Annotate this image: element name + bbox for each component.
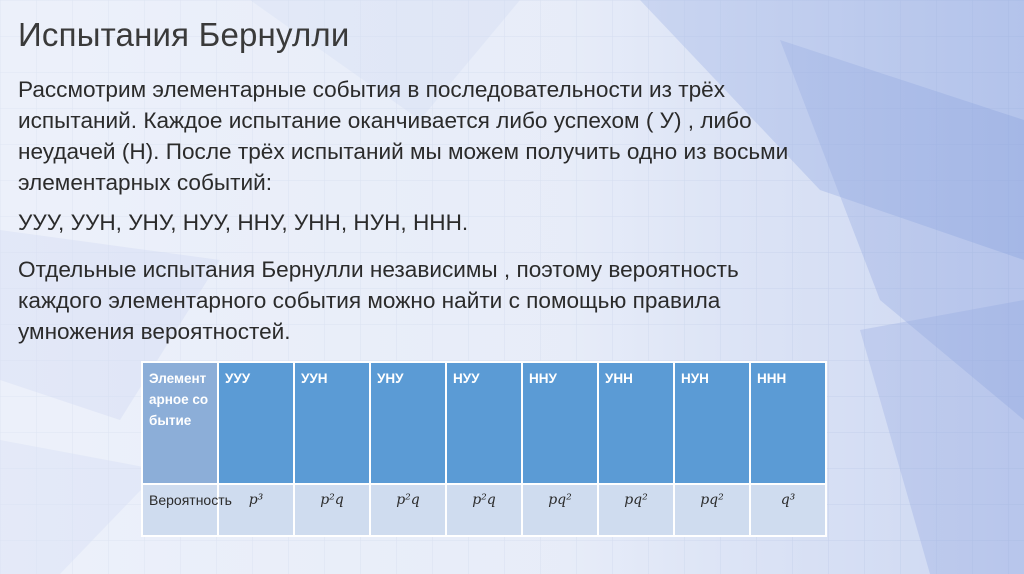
probability-cell: q³ — [750, 484, 826, 536]
intro-line: испытаний. Каждое испытание оканчивается либо успехом ( У) , либо — [18, 108, 752, 133]
intro-line: элементарных событий: — [18, 170, 273, 195]
probability-table — [141, 361, 827, 537]
intro-line: неудачей (Н). После трёх испытаний мы можем получить одно из восьми — [18, 139, 789, 164]
probability-cell: pq² — [674, 484, 750, 536]
event-cell: ННУ — [522, 362, 598, 484]
intro-paragraph — [18, 74, 978, 198]
events-row — [142, 362, 826, 484]
event-cell: ННН — [750, 362, 826, 484]
intro-line: Рассмотрим элементарные события в последовательности из трёх — [18, 77, 726, 102]
event-cell: УУУ — [218, 362, 294, 484]
row-label-event: Элементарное событие — [142, 362, 218, 484]
probability-cell: pq² — [522, 484, 598, 536]
event-cell: УУН — [294, 362, 370, 484]
event-cell: НУУ — [446, 362, 522, 484]
probability-cell: p²q — [446, 484, 522, 536]
independence-line: умножения вероятностей. — [18, 319, 291, 344]
probability-cell: pq² — [598, 484, 674, 536]
slide-title: Испытания Бернулли — [18, 16, 350, 53]
event-cell: НУН — [674, 362, 750, 484]
probability-row — [142, 484, 826, 536]
probability-cell: p²q — [370, 484, 446, 536]
independence-paragraph — [18, 254, 978, 347]
independence-line: каждого элементарного события можно найти с помощью правила — [18, 288, 721, 313]
event-cell: УНУ — [370, 362, 446, 484]
row-label-probability: Вероятность — [142, 484, 218, 536]
probability-cell: p³ — [218, 484, 294, 536]
probability-cell: p²q — [294, 484, 370, 536]
event-cell: УНН — [598, 362, 674, 484]
independence-line: Отдельные испытания Бернулли независимы , поэтому вероятность — [18, 257, 739, 282]
events-list: УУУ, УУН, УНУ, НУУ, ННУ, УНН, НУН, ННН. — [18, 210, 469, 235]
